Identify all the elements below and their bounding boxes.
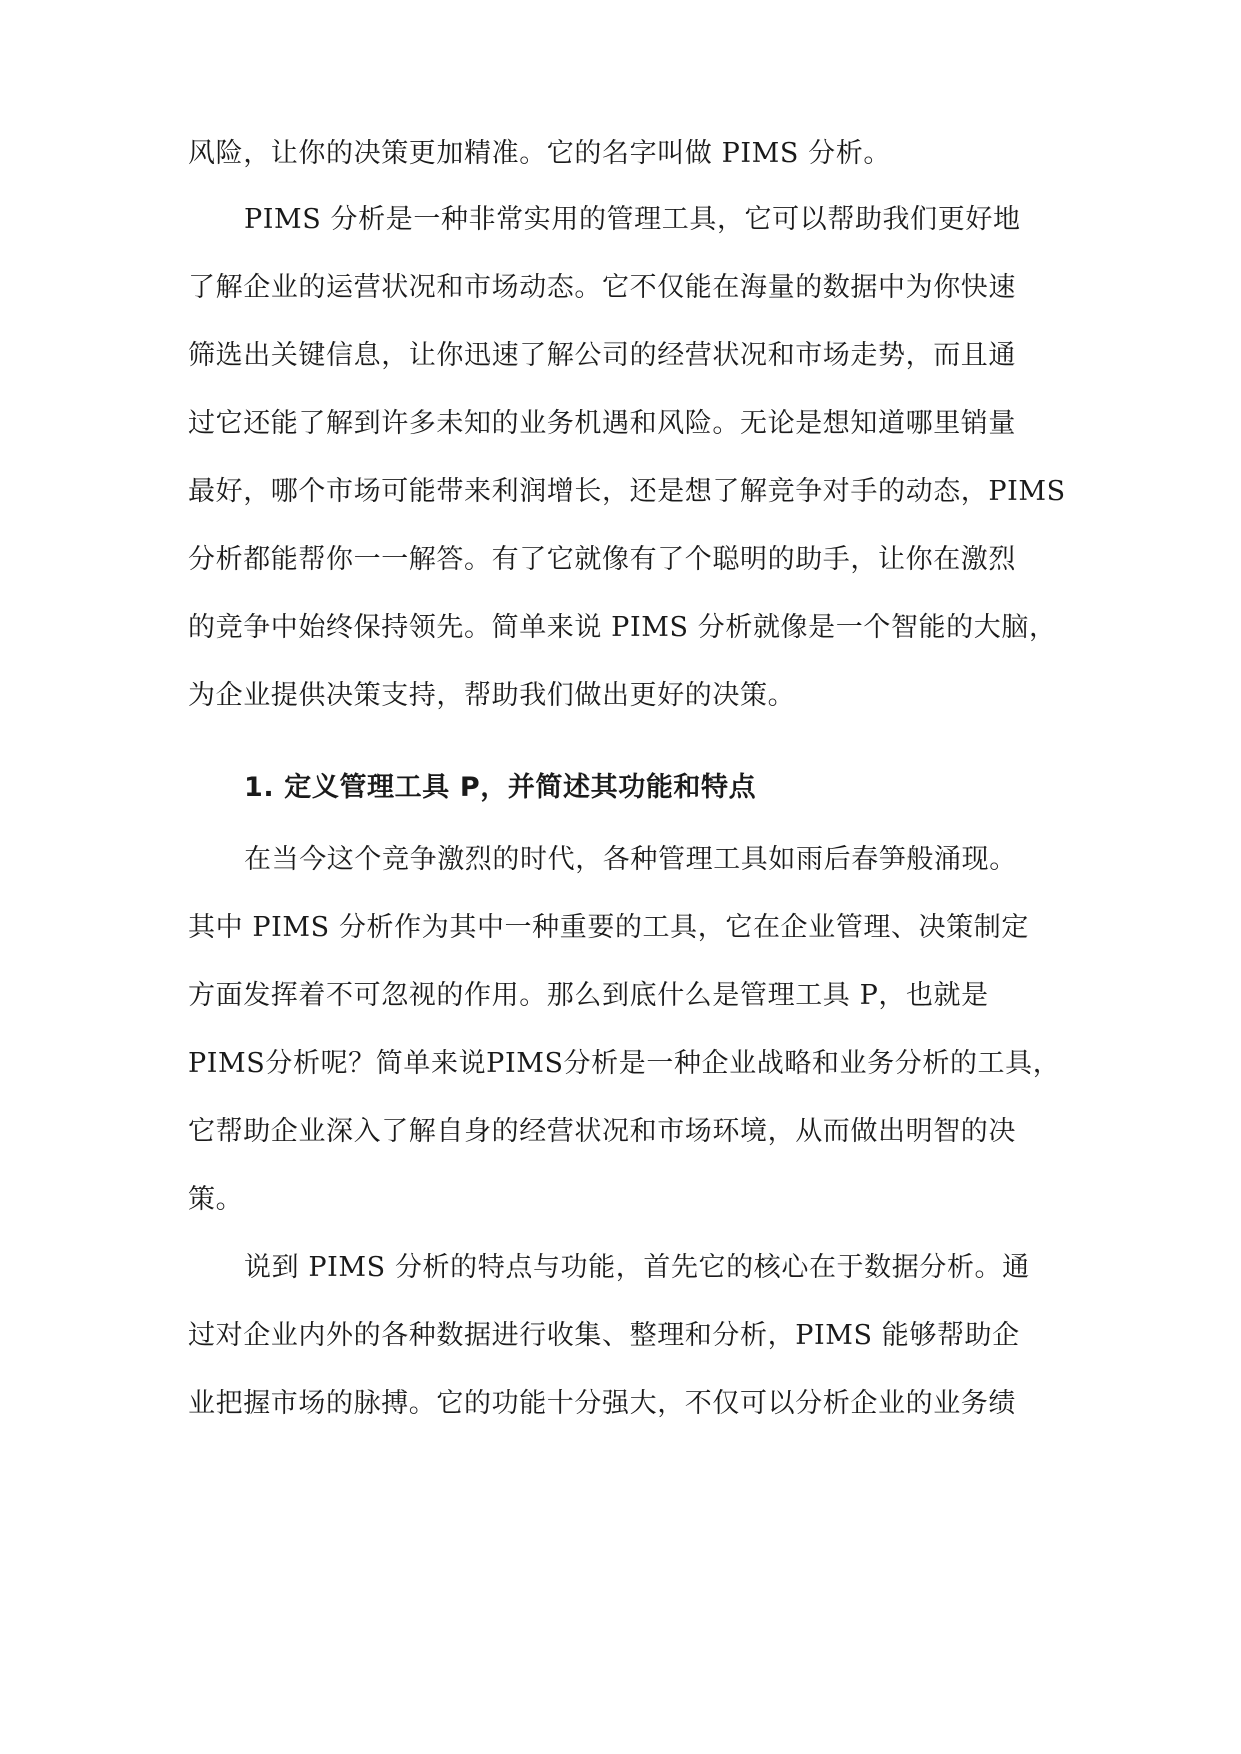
paragraph-line: 它帮助企业深入了解自身的经营状况和市场环境，从而做出明智的决 xyxy=(188,1116,1016,1147)
paragraph-line: 策。 xyxy=(188,1184,244,1215)
paragraph-line: 业把握市场的脉搏。它的功能十分强大，不仅可以分析企业的业务绩 xyxy=(188,1388,1016,1419)
paragraph-line: 分析都能帮你一一解答。有了它就像有了个聪明的助手，让你在激烈 xyxy=(188,544,1016,575)
paragraph-line: 过它还能了解到许多未知的业务机遇和风险。无论是想知道哪里销量 xyxy=(188,408,1016,439)
paragraph-line: 筛选出关键信息，让你迅速了解公司的经营状况和市场走势，而且通 xyxy=(188,340,1016,371)
paragraph-line: 过对企业内外的各种数据进行收集、整理和分析，PIMS 能够帮助企 xyxy=(188,1320,1020,1351)
paragraph-line: 方面发挥着不可忽视的作用。那么到底什么是管理工具 P，也就是 xyxy=(188,980,989,1011)
paragraph-line: 为企业提供决策支持，帮助我们做出更好的决策。 xyxy=(188,680,796,711)
paragraph-line: 风险，让你的决策更加精准。它的名字叫做 PIMS 分析。 xyxy=(188,138,891,169)
paragraph-line: 了解企业的运营状况和市场动态。它不仅能在海量的数据中为你快速 xyxy=(188,272,1016,303)
paragraph-line: 的竞争中始终保持领先。简单来说 PIMS 分析就像是一个智能的大脑， xyxy=(188,612,1057,643)
paragraph-line: 说到 PIMS 分析的特点与功能，首先它的核心在于数据分析。通 xyxy=(244,1252,1030,1283)
paragraph-line: 在当今这个竞争激烈的时代，各种管理工具如雨后春笋般涌现。 xyxy=(244,844,1017,875)
paragraph-line: 其中 PIMS 分析作为其中一种重要的工具，它在企业管理、决策制定 xyxy=(188,912,1029,943)
paragraph-line: PIMS 分析是一种非常实用的管理工具，它可以帮助我们更好地 xyxy=(244,204,1021,235)
paragraph-line: 最好，哪个市场可能带来利润增长，还是想了解竞争对手的动态，PIMS xyxy=(188,476,1066,507)
paragraph-line: PIMS分析呢？简单来说PIMS分析是一种企业战略和业务分析的工具， xyxy=(188,1048,1061,1079)
section-heading: 1. 定义管理工具 P，并简述其功能和特点 xyxy=(244,772,757,803)
